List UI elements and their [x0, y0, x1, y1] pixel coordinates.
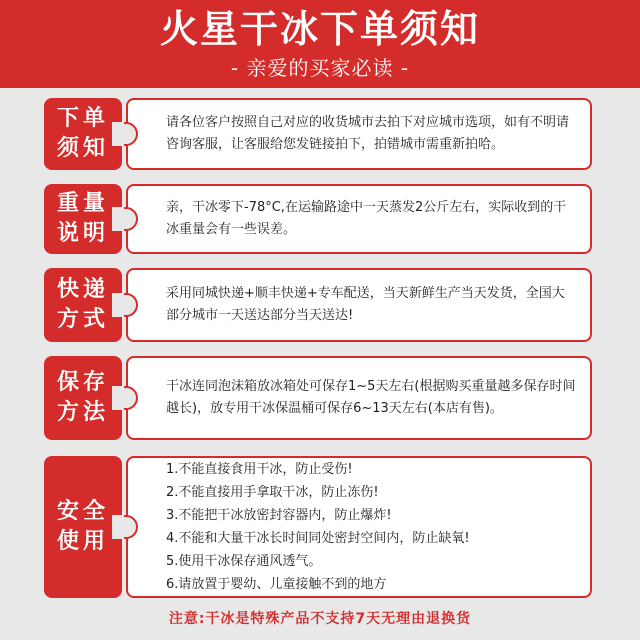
section-order-notice	[44, 98, 592, 170]
notch-decoration	[114, 122, 138, 146]
section-label	[44, 356, 122, 440]
section-label-line: 下单	[56, 106, 109, 131]
section-content	[126, 184, 592, 254]
section-label-line: 快递	[56, 277, 109, 302]
section-label	[44, 98, 122, 170]
section-weight-notice	[44, 184, 592, 254]
section-text: 采用同城快递+顺丰快递+专车配送，当天新鲜生产当天发货，全国大部分城市一天送达部分当天送达!	[166, 286, 565, 323]
footer-notice: 注意:干冰是特殊产品不支持7天无理由退换货	[168, 611, 472, 627]
page-subtitle: - 亲爱的买家必读 -	[230, 56, 410, 80]
section-label	[44, 456, 122, 598]
section-content	[126, 356, 592, 440]
section-label-line: 说明	[56, 221, 109, 246]
notch-decoration	[114, 515, 138, 539]
section-label-line: 保存	[56, 370, 109, 395]
safety-list-item: 4.不能和大量干冰长时间同处密封空间内，防止缺氧!	[166, 531, 470, 546]
section-label	[44, 268, 122, 342]
section-label-line: 重量	[56, 191, 109, 216]
section-label-line: 方法	[56, 400, 109, 425]
section-text: 亲，干冰零下-78°C,在运输路途中一天蒸发2公斤左右，实际收到的干冰重量会有一些误差。	[166, 200, 567, 237]
section-content	[126, 98, 592, 170]
safety-list-item: 5.使用干冰保存通风透气。	[166, 554, 322, 569]
section-storage-method	[44, 356, 592, 440]
page-title: 火星干冰下单须知	[159, 7, 480, 51]
section-delivery-method	[44, 268, 592, 342]
header-banner	[0, 0, 640, 88]
section-label-line: 须知	[56, 136, 109, 161]
safety-list-item: 3.不能把干冰放密封容器内，防止爆炸!	[166, 508, 392, 523]
section-safety-usage	[44, 456, 592, 598]
section-label-line: 使用	[56, 529, 109, 554]
section-content	[126, 456, 592, 598]
safety-list-item: 6.请放置于婴幼、儿童接触不到的地方	[166, 577, 387, 592]
notch-decoration	[114, 386, 138, 410]
notch-decoration	[114, 207, 138, 231]
notch-decoration	[114, 293, 138, 317]
safety-list-item: 1.不能直接食用干冰，防止受伤!	[166, 462, 353, 477]
section-label	[44, 184, 122, 254]
section-label-line: 方式	[56, 307, 109, 332]
section-content	[126, 268, 592, 342]
section-text: 请各位客户按照自己对应的收货城市去拍下对应城市选项，如有不明请咨询客服，让客服给您发链接拍下，拍错城市需重新拍哈。	[166, 115, 570, 152]
safety-list-item: 2.不能直接用手拿取干冰，防止冻伤!	[166, 485, 379, 500]
section-text: 干冰连同泡沫箱放冰箱处可保存1~5天左右(根据购买重量越多保存时间越长)，放专用干冰保温桶可保存6~13天左右(本店有售)。	[166, 379, 576, 416]
section-label-line: 安全	[56, 499, 109, 524]
